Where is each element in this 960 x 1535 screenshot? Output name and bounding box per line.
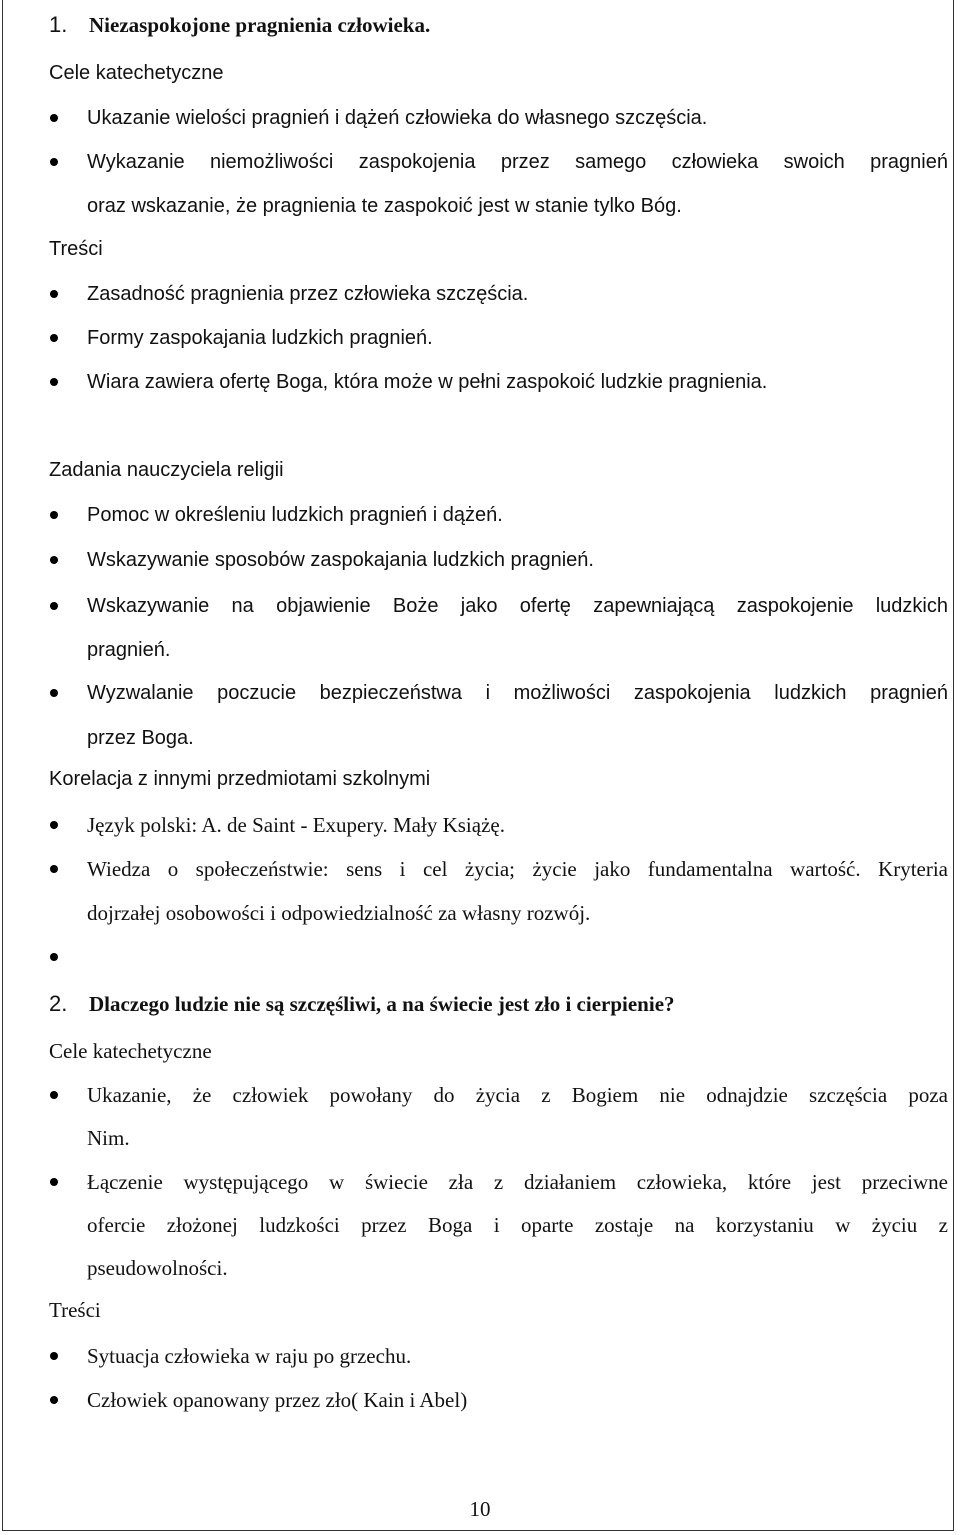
section-2-content-row (0, 1293, 960, 1327)
list-item (0, 543, 960, 577)
list-item (0, 101, 960, 135)
section-1-title: Niezaspokojone pragnienia człowieka. (89, 13, 431, 37)
list-item-continuation (0, 721, 960, 755)
list-item (0, 498, 960, 532)
bullet-icon (50, 511, 58, 519)
bullet-icon (50, 290, 58, 298)
list-item-text: przez Boga. (87, 727, 194, 749)
page-number: 10 (469, 1497, 491, 1521)
list-item (0, 365, 960, 399)
bullet-icon (50, 334, 58, 342)
list-item-continuation (0, 1208, 960, 1242)
section-1-number: 1. (49, 12, 68, 37)
list-item (0, 808, 960, 842)
list-item (0, 1383, 960, 1417)
list-item-text: Łączenie występującego w świecie zła z działaniem człowieka, które jest przeciwne (87, 1170, 948, 1194)
list-item-text: Człowiek opanowany przez zło( Kain i Abel) (87, 1388, 468, 1412)
section-2-goals-row (0, 1034, 960, 1068)
list-item-text: Wiedza o społeczeństwie: sens i cel życia; życie jako fundamentalna wartość. Kryteria (87, 857, 948, 881)
section-1-goals-row (0, 56, 960, 90)
list-item-text: Wskazywanie na objawienie Boże jako ofertę zapewniającą zaspokojenie ludzkich (87, 595, 948, 617)
list-item-text: pseudowolności. (87, 1256, 228, 1280)
bullet-icon (50, 114, 58, 122)
list-item-text: Ukazanie, że człowiek powołany do życia z Bogiem nie odnajdzie szczęścia poza (87, 1083, 948, 1107)
list-item (0, 145, 960, 179)
list-item-continuation (0, 633, 960, 667)
bullet-icon (50, 556, 58, 564)
list-item-text: Wiara zawiera ofertę Boga, która może w pełni zaspokoić ludzkie pragnienia. (87, 371, 768, 393)
bullet-icon (50, 1396, 58, 1404)
section-1-tasks-heading: Zadania nauczyciela religii (49, 459, 284, 481)
list-item-continuation (0, 189, 960, 223)
bullet-icon (50, 821, 58, 829)
list-item-text: Sytuacja człowieka w raju po grzechu. (87, 1344, 412, 1368)
list-item-text: Zasadność pragnienia przez człowieka szczęścia. (87, 283, 529, 305)
list-item-text: pragnień. (87, 639, 171, 661)
section-1-tasks-row (0, 453, 960, 487)
section-1-content-heading: Treści (49, 238, 103, 260)
list-item-text: Wyzwalanie poczucie bezpieczeństwa i możliwości zaspokojenia ludzkich pragnień (87, 682, 948, 704)
list-item (0, 321, 960, 355)
list-item-text: ofercie złożonej ludzkości przez Boga i oparte zostaje na korzystaniu w życiu z (87, 1213, 948, 1237)
list-item-continuation (0, 1121, 960, 1155)
bullet-icon (50, 158, 58, 166)
list-item-text: Formy zaspokajania ludzkich pragnień. (87, 327, 433, 349)
list-item (0, 676, 960, 710)
list-item (0, 1078, 960, 1112)
section-2-header (0, 987, 960, 1021)
bullet-icon (50, 378, 58, 386)
list-item (0, 589, 960, 623)
list-item-text: Pomoc w określeniu ludzkich pragnień i dążeń. (87, 504, 503, 526)
section-2-title: Dlaczego ludzie nie są szczęśliwi, a na świecie jest zło i cierpienie? (89, 992, 675, 1016)
section-1-content-row (0, 232, 960, 266)
section-1-header (0, 8, 960, 42)
bullet-icon (50, 865, 58, 873)
bullet-icon (50, 953, 58, 961)
section-1-correlation-heading: Korelacja z innymi przedmiotami szkolnymi (49, 768, 431, 790)
bullet-icon (50, 1352, 58, 1360)
list-item-text: Ukazanie wielości pragnień i dążeń człowieka do własnego szczęścia. (87, 107, 708, 129)
list-item-text: Wykazanie niemożliwości zaspokojenia przez samego człowieka swoich pragnień (87, 151, 948, 173)
list-item-text: Nim. (87, 1126, 130, 1150)
list-item-continuation (0, 896, 960, 930)
list-item-text: Wskazywanie sposobów zaspokajania ludzkich pragnień. (87, 549, 594, 571)
section-2-goals-heading: Cele katechetyczne (49, 1039, 212, 1063)
empty-list-item (0, 940, 960, 974)
bullet-icon (50, 1091, 58, 1099)
list-item (0, 277, 960, 311)
section-1-goals-heading: Cele katechetyczne (49, 62, 224, 84)
section-1-correlation-row (0, 762, 960, 796)
bullet-icon (50, 1178, 58, 1186)
bullet-icon (50, 602, 58, 610)
list-item-continuation (0, 1251, 960, 1285)
list-item (0, 1339, 960, 1373)
list-item (0, 1165, 960, 1199)
section-2-number: 2. (49, 991, 68, 1016)
list-item-text: Język polski: A. de Saint - Exupery. Mały Książę. (87, 813, 505, 837)
list-item (0, 852, 960, 886)
bullet-icon (50, 689, 58, 697)
list-item-text: oraz wskazanie, że pragnienia te zaspokoić jest w stanie tylko Bóg. (87, 195, 682, 217)
list-item-text: dojrzałej osobowości i odpowiedzialność za własny rozwój. (87, 901, 591, 925)
section-2-content-heading: Treści (49, 1298, 101, 1322)
